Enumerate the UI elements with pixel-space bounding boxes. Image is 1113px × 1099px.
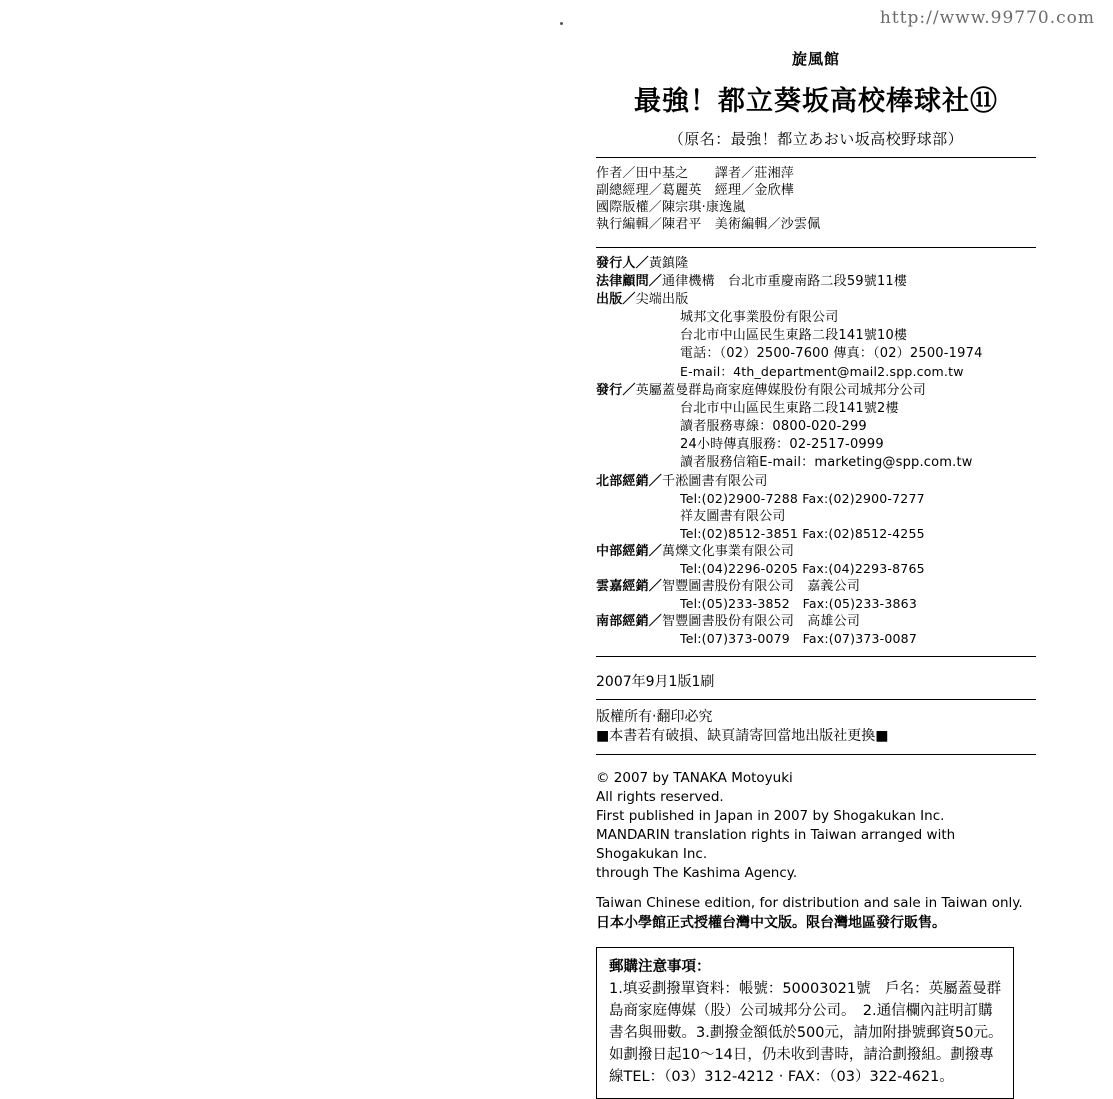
- distribution-line: [596, 490, 1036, 508]
- publisher-line: [596, 273, 1036, 290]
- publisher-value: 通律機構 台北市重慶南路二段59號11樓: [662, 274, 908, 289]
- publisher-line: [596, 363, 1036, 381]
- publisher-line: [596, 454, 1036, 471]
- english-copyright-block: [596, 769, 1036, 883]
- site-watermark: http://www.99770.com: [879, 8, 1095, 28]
- distribution-region: 雲嘉經銷／: [596, 579, 663, 594]
- copyright-notice: [596, 708, 1036, 746]
- publisher-value: 城邦文化事業股份有限公司: [680, 310, 839, 325]
- publisher-value: 電話：（02）2500-7600 傳真：（02）2500-1974: [680, 346, 983, 361]
- divider-date: [596, 699, 1036, 700]
- staff-block: [596, 165, 1036, 239]
- distribution-name: 智豐圖書股份有限公司 嘉義公司: [662, 579, 861, 594]
- mail-order-heading: 郵購注意事項：: [609, 959, 711, 975]
- replacement-line: ■本書若有破損、缺頁請寄回當地出版社更換■: [596, 728, 889, 744]
- distribution-block: [596, 473, 1036, 648]
- english-line: First published in Japan in 2007 by Shogakukan Inc.: [596, 808, 945, 824]
- publisher-value: 英屬蓋曼群島商家庭傳媒股份有限公司城邦分公司: [635, 383, 927, 398]
- english-line: MANDARIN translation rights in Taiwan arranged with Shogakukan Inc.: [596, 827, 956, 862]
- distribution-line: [596, 560, 1036, 578]
- publisher-line: [596, 400, 1036, 417]
- publisher-line: [596, 345, 1036, 362]
- publisher-value: 尖端出版: [635, 292, 689, 307]
- taiwan-note-english: Taiwan Chinese edition, for distribution and sale in Taiwan only.: [596, 895, 1023, 911]
- english-line: © 2007 by TANAKA Motoyuki: [596, 770, 793, 786]
- publisher-line: [596, 418, 1036, 435]
- distribution-line: [596, 595, 1036, 613]
- publisher-block: [596, 255, 1036, 471]
- distribution-name: 萬爍文化事業有限公司: [662, 544, 795, 559]
- distribution-contact: Tel:(02)8512-3851 Fax:(02)8512-4255: [680, 526, 925, 541]
- publisher-line: [596, 327, 1036, 344]
- mail-order-body: 1.填妥劃撥單資料：帳號：50003021號 戶名：英屬蓋曼群島商家庭傳媒（股）公司城邦分公司。 2.通信欄內註明訂購書名與冊數。3.劃撥金額低於500元，請加附掛號郵資50元。如劃撥日起10～14日，仍未收到書時，請洽劃撥組。劃撥專線TEL：（03）312-4212 ‧ FAX：（03）322-4621。: [609, 981, 1003, 1085]
- divider-copyright: [596, 754, 1036, 755]
- distribution-line: [596, 578, 1036, 595]
- publisher-line: [596, 382, 1036, 399]
- publisher-line: [596, 436, 1036, 453]
- staff-line: 副總經理／葛麗英 經理／金欣樺: [596, 183, 795, 198]
- divider-staff: [596, 247, 1036, 248]
- publisher-value: 台北市中山區民生東路二段141號2樓: [680, 401, 899, 416]
- publisher-value: 黃鎮隆: [648, 256, 689, 271]
- publisher-label: 出版／: [596, 292, 636, 307]
- mail-order-box: [596, 947, 1014, 1099]
- publisher-label: 發行人／: [596, 256, 649, 271]
- staff-line: 國際版權／陳宗琪‧康逸嵐: [596, 200, 746, 215]
- publisher-value: 讀者服務專線：0800-020-299: [680, 419, 867, 434]
- publisher-value: 24小時傳真服務：02-2517-0999: [680, 437, 884, 452]
- distribution-region: 中部經銷／: [596, 544, 663, 559]
- staff-line: 作者／田中基之 譯者／莊湘萍: [596, 166, 795, 181]
- colophon-content: [596, 48, 1036, 1099]
- publisher-line: [596, 255, 1036, 272]
- publisher-email: E-mail：4th_department@mail2.spp.com.tw: [680, 364, 964, 379]
- publisher-line: [596, 309, 1036, 326]
- distribution-contact: Tel:(07)373-0079 Fax:(07)373-0087: [680, 631, 917, 646]
- original-title: （原名：最強！都立あおい坂高校野球部）: [668, 130, 964, 148]
- print-date: 2007年9月1版1刷: [596, 674, 715, 690]
- distribution-contact: Tel:(02)2900-7288 Fax:(02)2900-7277: [680, 491, 925, 506]
- english-line: through The Kashima Agency.: [596, 865, 798, 881]
- distribution-region: 南部經銷／: [596, 614, 663, 629]
- publisher-value: 讀者服務信箱E-mail：marketing@spp.com.tw: [680, 455, 973, 470]
- divider-distribution: [596, 656, 1036, 657]
- publisher-label: 法律顧問／: [596, 274, 663, 289]
- distribution-contact: Tel:(04)2296-0205 Fax:(04)2293-8765: [680, 561, 925, 576]
- distribution-line: [596, 508, 1036, 525]
- distribution-contact: Tel:(05)233-3852 Fax:(05)233-3863: [680, 596, 917, 611]
- imprint-label: 旋風館: [791, 50, 840, 68]
- english-line: All rights reserved.: [596, 789, 724, 805]
- distribution-name: 智豐圖書股份有限公司 高雄公司: [662, 614, 861, 629]
- stray-dot: [560, 22, 563, 25]
- distribution-name: 祥友圖書有限公司: [680, 509, 786, 524]
- taiwan-note-chinese: 日本小學館正式授權台灣中文版。限台灣地區發行販售。: [596, 915, 946, 931]
- distribution-line: [596, 543, 1036, 560]
- distribution-line: [596, 473, 1036, 490]
- distribution-line: [596, 630, 1036, 648]
- page-title: 最強！都立葵坂高校棒球社⑪: [634, 86, 998, 117]
- distribution-name: 千淞圖書有限公司: [662, 474, 768, 489]
- taiwan-distribution-note: [596, 893, 1036, 933]
- distribution-region: 北部經銷／: [596, 474, 663, 489]
- divider-top: [596, 157, 1036, 158]
- copyright-line: 版權所有‧翻印必究: [596, 709, 713, 725]
- distribution-line: [596, 613, 1036, 630]
- distribution-line: [596, 525, 1036, 543]
- publisher-line: [596, 291, 1036, 308]
- publisher-value: 台北市中山區民生東路二段141號10樓: [680, 328, 908, 343]
- publisher-label: 發行／: [596, 383, 636, 398]
- staff-line: 執行編輯／陳君平 美術編輯／沙雲佩: [596, 217, 821, 232]
